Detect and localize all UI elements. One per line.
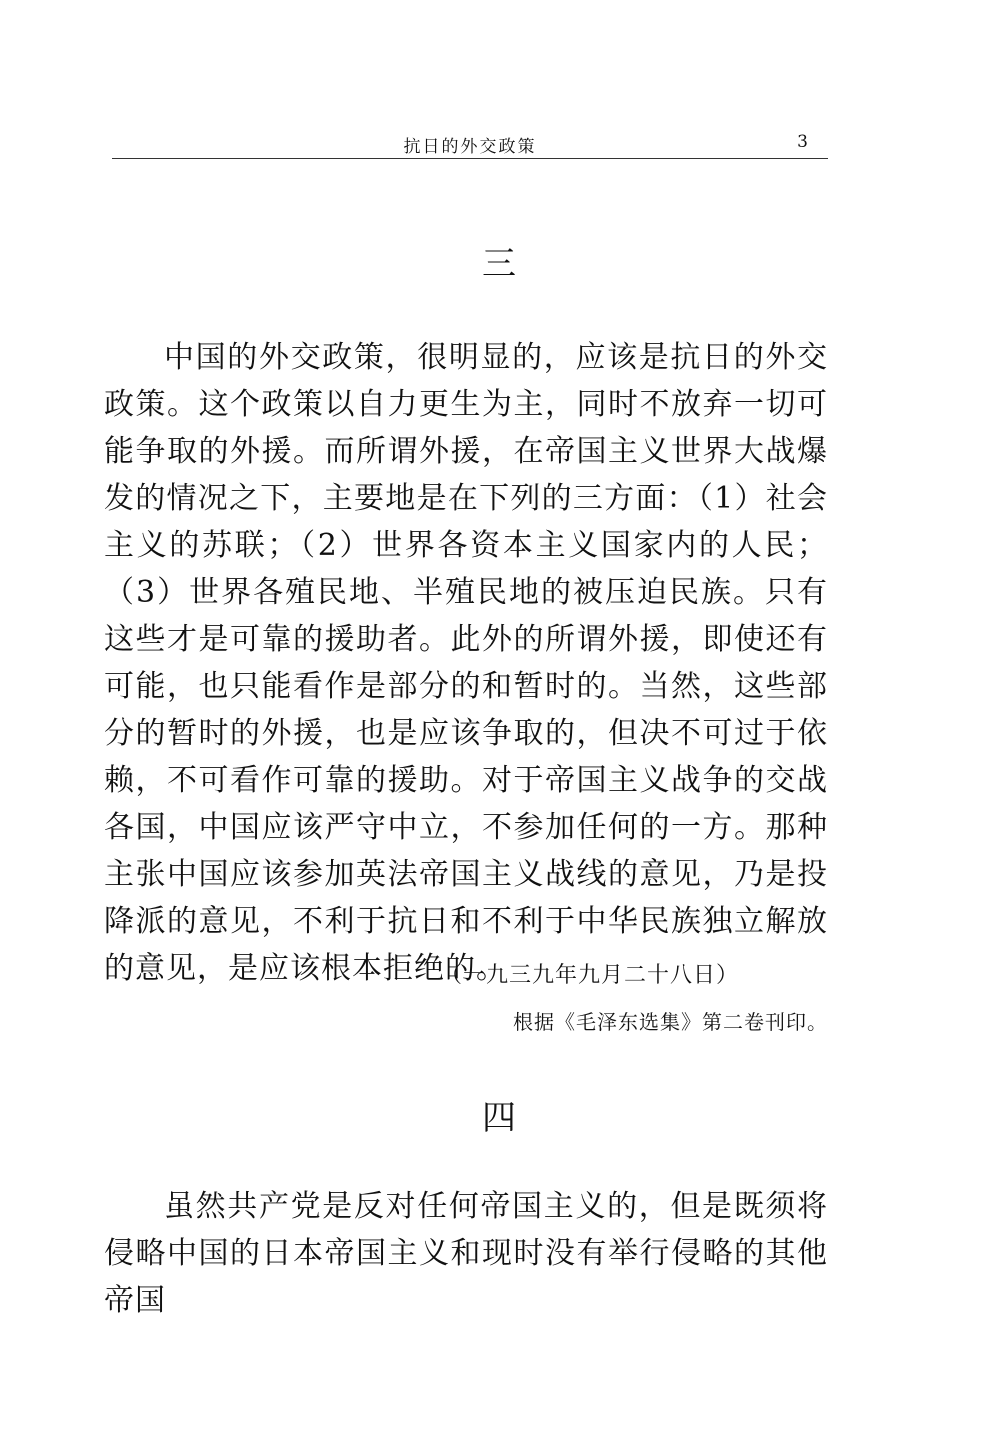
section-heading-four: 四 bbox=[482, 1098, 516, 1138]
running-title: 抗日的外交政策 bbox=[403, 137, 537, 157]
section-four-paragraph: 虽然共产党是反对任何帝国主义的，但是既须将侵略中国的日本帝国主义和现时没有举行侵略的其他帝国 bbox=[104, 1189, 828, 1318]
date-line: （一九三九年九月二十八日） bbox=[440, 963, 740, 988]
running-header bbox=[112, 128, 828, 159]
page-number: 3 bbox=[797, 132, 808, 152]
source-note: 根据《毛泽东选集》第二卷刊印。 bbox=[513, 1010, 828, 1034]
section-three-paragraph: 中国的外交政策，很明显的，应该是抗日的外交政策。这个政策以自力更生为主，同时不放弃一切可能争取的外援。而所谓外援，在帝国主义世界大战爆发的情况之下，主要地是在下列的三方面：（1）社会主义的苏联；（2）世界各资本主义国家内的人民；（3）世界各殖民地、半殖民地的被压迫民族。只有这些才是可靠的援助者。此外的所谓外援，即使还有可能，也只能看作是部分的和暂时的。当然，这些部分的暂时的外援，也是应该争取的，但决不可过于依赖，不可看作可靠的援助。对于帝国主义战争的交战各国，中国应该严守中立，不参加任何的一方。那种主张中国应该参加英法帝国主义战线的意见，乃是投降派的意见，不利于抗日和不利于中华民族独立解放的意见，是应该根本拒绝的。 bbox=[104, 340, 828, 986]
section-heading-three: 三 bbox=[482, 244, 516, 284]
